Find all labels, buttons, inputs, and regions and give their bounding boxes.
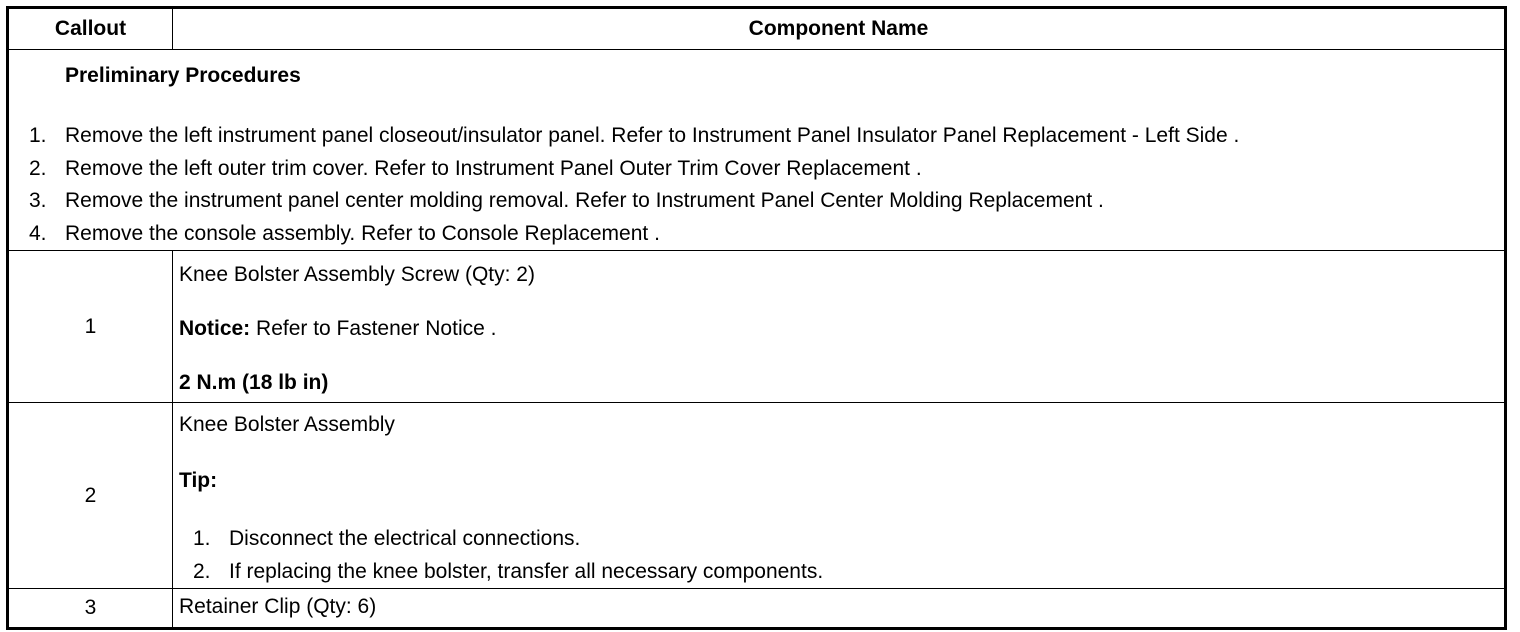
step-number: 2. bbox=[29, 156, 47, 180]
table-row bbox=[8, 589, 1506, 629]
step-text: Remove the console assembly. Refer to Console Replacement . bbox=[65, 221, 660, 245]
list-item bbox=[193, 555, 1504, 588]
step-text: If replacing the knee bolster, transfer all necessary components. bbox=[229, 560, 824, 583]
preliminary-row bbox=[8, 50, 1506, 251]
list-item bbox=[29, 185, 1504, 218]
component-cell bbox=[173, 403, 1506, 589]
table-header-row bbox=[8, 8, 1506, 50]
list-item bbox=[29, 153, 1504, 186]
components-table bbox=[6, 6, 1507, 630]
step-number: 2. bbox=[193, 560, 211, 583]
step-text: Remove the left instrument panel closeout/insulator panel. Refer to Instrument Panel Insulator Panel Replacement - Left Side . bbox=[65, 124, 1240, 147]
notice bbox=[179, 317, 1504, 341]
step-number: 1. bbox=[193, 527, 211, 550]
notice-label: Notice: bbox=[179, 317, 251, 340]
callout-header: Callout bbox=[8, 8, 173, 50]
preliminary-cell bbox=[8, 50, 1506, 251]
list-item bbox=[29, 218, 1504, 251]
step-text: Remove the left outer trim cover. Refer to Instrument Panel Outer Trim Cover Replacement . bbox=[65, 156, 922, 180]
preliminary-steps bbox=[29, 120, 1504, 250]
table-row bbox=[8, 251, 1506, 403]
callout-cell: 2 bbox=[8, 403, 173, 589]
component-cell bbox=[173, 251, 1506, 403]
list-item bbox=[29, 120, 1504, 153]
step-number: 1. bbox=[29, 124, 47, 147]
callout-cell: 3 bbox=[8, 589, 173, 629]
step-number: 3. bbox=[29, 189, 47, 212]
component-name-header: Component Name bbox=[173, 8, 1506, 50]
notice-text: Refer to Fastener Notice . bbox=[250, 317, 497, 340]
tip-label: Tip: bbox=[179, 469, 218, 492]
step-text: Disconnect the electrical connections. bbox=[229, 527, 581, 550]
step-number: 4. bbox=[29, 221, 47, 245]
tip-steps bbox=[179, 522, 1504, 588]
table-row bbox=[8, 403, 1506, 589]
torque-spec: 2 N.m (18 lb in) bbox=[179, 371, 329, 394]
preliminary-title: Preliminary Procedures bbox=[65, 64, 301, 87]
callout-cell: 1 bbox=[8, 251, 173, 403]
component-name: Knee Bolster Assembly bbox=[179, 413, 395, 436]
list-item bbox=[193, 522, 1504, 555]
component-name: Retainer Clip (Qty: 6) bbox=[173, 589, 1506, 629]
step-text: Remove the instrument panel center molding removal. Refer to Instrument Panel Center Molding Replacement . bbox=[65, 189, 1104, 212]
component-name: Knee Bolster Assembly Screw (Qty: 2) bbox=[179, 263, 535, 286]
